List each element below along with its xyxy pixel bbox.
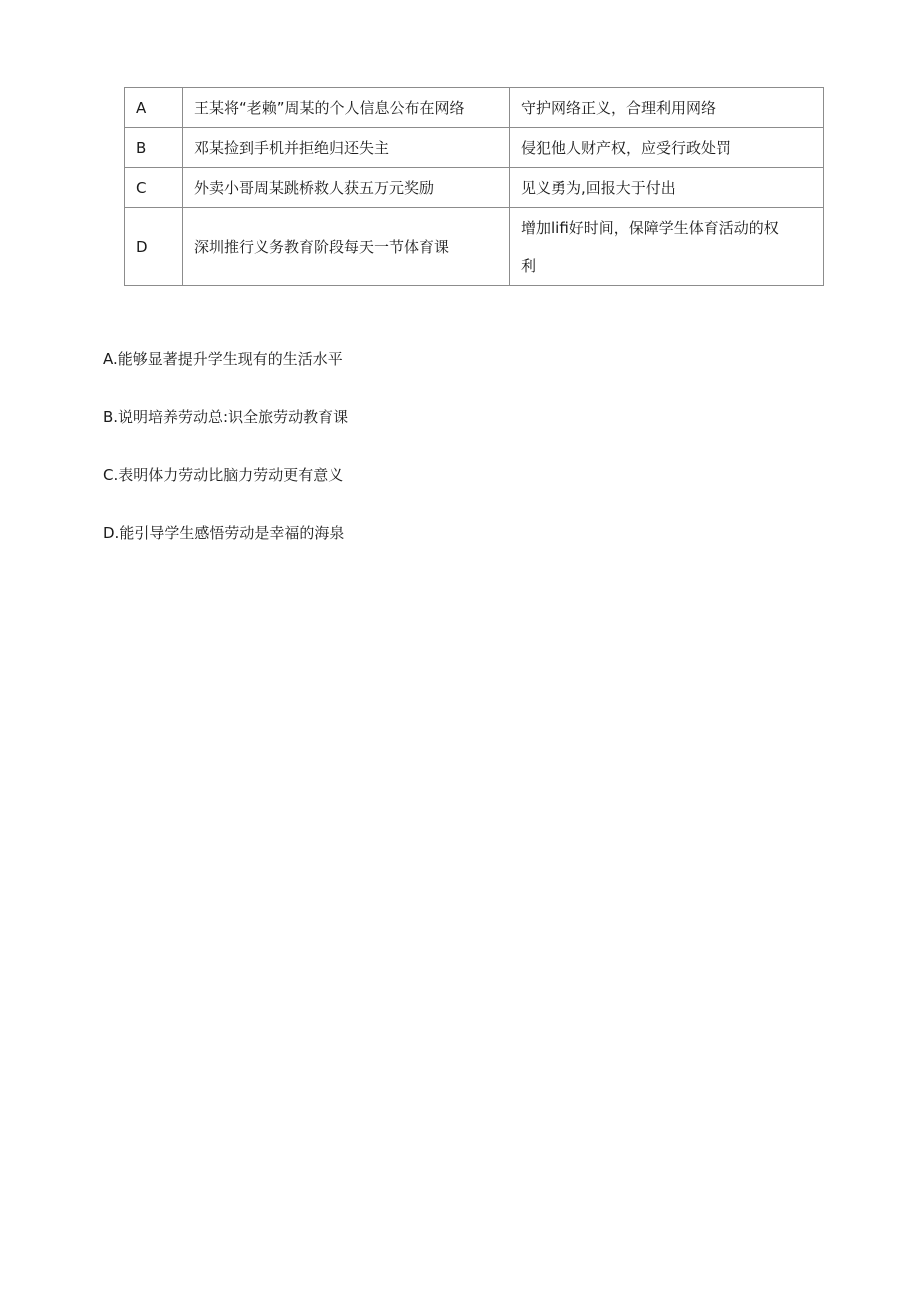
question-table <box>124 87 824 286</box>
option-a: A.能够显著提升学生现有的生活水平 <box>103 350 343 368</box>
row-description: 外卖小哥周某跳桥救人获五万元奖励 <box>183 168 510 208</box>
row-judgement: 见义勇为,回报大于付出 <box>510 168 824 208</box>
table-row <box>125 128 824 168</box>
row-judgement-line: 利 <box>521 256 537 275</box>
option-d: D.能引导学生感悟劳动是幸福的海泉 <box>103 524 345 542</box>
row-description: 深圳推行义务教育阶段每天一节体育课 <box>183 208 510 286</box>
row-letter: B <box>125 128 183 168</box>
row-description: 邓某捡到手机并拒绝归还失主 <box>183 128 510 168</box>
table-row <box>125 168 824 208</box>
row-letter: D <box>125 208 183 286</box>
answer-options <box>103 344 348 576</box>
row-judgement-line: 增加lifi好时间，保障学生体育活动的权 <box>521 218 779 237</box>
row-judgement: 守护网络正义，合理利用网络 <box>510 88 824 128</box>
row-letter: C <box>125 168 183 208</box>
table-row <box>125 88 824 128</box>
row-letter: A <box>125 88 183 128</box>
row-judgement: 侵犯他人财产权，应受行政处罚 <box>510 128 824 168</box>
option-c: C.表明体力劳动比脑力劳动更有意义 <box>103 466 344 484</box>
table-row <box>125 208 824 286</box>
row-description: 王某将“老赖”周某的个人信息公布在网络 <box>183 88 510 128</box>
option-b: B.说明培养劳动总:识全旅劳动教育课 <box>103 408 349 426</box>
row-judgement <box>510 208 824 286</box>
